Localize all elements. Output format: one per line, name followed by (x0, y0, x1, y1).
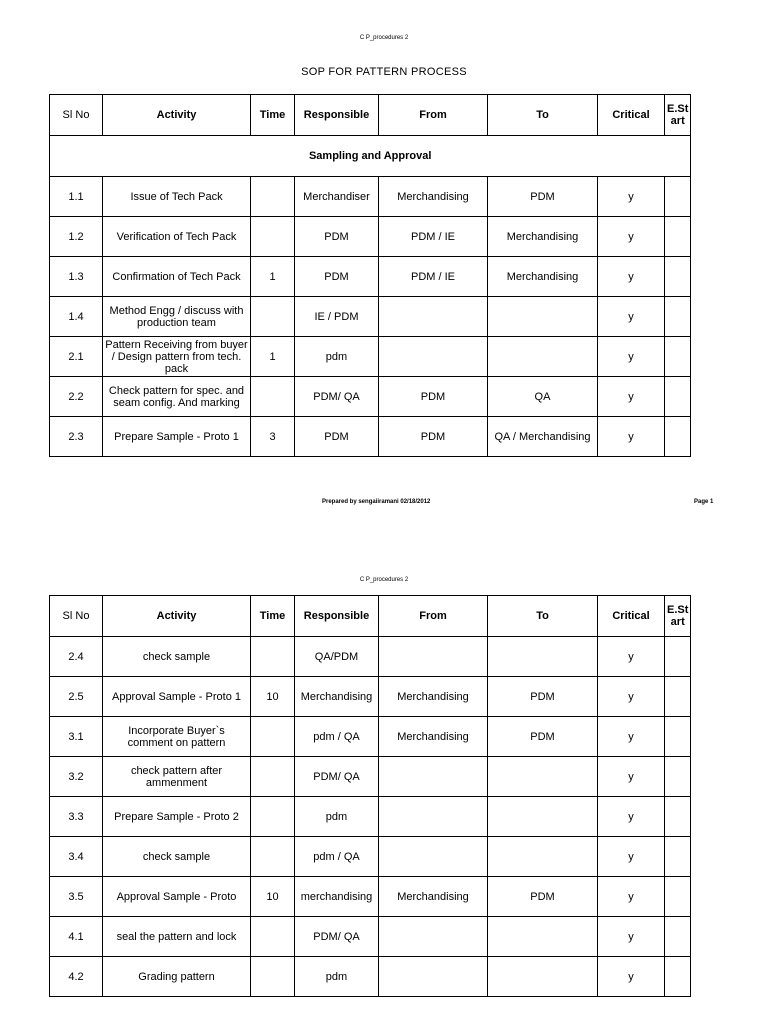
table-row (50, 837, 691, 877)
cell-activity: Approval Sample - Proto (103, 877, 251, 917)
cell-activity: Check pattern for spec. and seam config. And marking (103, 377, 251, 417)
cell-time (251, 637, 295, 677)
cell-e-start (665, 677, 691, 717)
table-row (50, 337, 691, 377)
cell-to (488, 797, 598, 837)
file-label-page1: C P_procedures 2 (359, 35, 409, 41)
header-e-start: E.St art (665, 95, 691, 136)
header-sl-no: Sl No (50, 596, 103, 637)
cell-e-start (665, 257, 691, 297)
cell-from (379, 797, 488, 837)
section-row (50, 136, 691, 177)
cell-sl-no: 2.4 (50, 637, 103, 677)
cell-from (379, 337, 488, 377)
cell-e-start (665, 177, 691, 217)
cell-responsible: PDM (295, 257, 379, 297)
cell-time: 10 (251, 677, 295, 717)
cell-sl-no: 2.5 (50, 677, 103, 717)
cell-activity: Incorporate Buyer`s comment on pattern (103, 717, 251, 757)
cell-responsible: PDM (295, 417, 379, 457)
cell-critical: y (598, 757, 665, 797)
cell-critical: y (598, 417, 665, 457)
cell-responsible: pdm (295, 797, 379, 837)
cell-critical: y (598, 377, 665, 417)
cell-to: QA / Merchandising (488, 417, 598, 457)
header-sl-no: Sl No (50, 95, 103, 136)
table-row (50, 757, 691, 797)
cell-from (379, 637, 488, 677)
cell-to (488, 957, 598, 997)
cell-from: Merchandising (379, 717, 488, 757)
cell-responsible: IE / PDM (295, 297, 379, 337)
cell-time: 10 (251, 877, 295, 917)
cell-responsible: PDM (295, 217, 379, 257)
table-row (50, 217, 691, 257)
cell-responsible: PDM/ QA (295, 917, 379, 957)
cell-activity: Confirmation of Tech Pack (103, 257, 251, 297)
cell-time (251, 377, 295, 417)
cell-responsible: merchandising (295, 877, 379, 917)
table-row (50, 377, 691, 417)
cell-critical: y (598, 177, 665, 217)
table-row (50, 297, 691, 337)
section-title: Sampling and Approval (50, 136, 691, 177)
cell-to (488, 917, 598, 957)
cell-activity: Approval Sample - Proto 1 (103, 677, 251, 717)
table-row (50, 877, 691, 917)
cell-responsible: PDM/ QA (295, 757, 379, 797)
cell-sl-no: 2.1 (50, 337, 103, 377)
header-activity: Activity (103, 95, 251, 136)
cell-activity: check pattern after ammenment (103, 757, 251, 797)
table-row (50, 797, 691, 837)
cell-responsible: QA/PDM (295, 637, 379, 677)
cell-e-start (665, 917, 691, 957)
cell-critical: y (598, 717, 665, 757)
cell-time: 1 (251, 337, 295, 377)
cell-critical: y (598, 217, 665, 257)
cell-responsible: pdm (295, 337, 379, 377)
header-critical: Critical (598, 596, 665, 637)
cell-from: PDM (379, 377, 488, 417)
cell-critical: y (598, 257, 665, 297)
cell-critical: y (598, 637, 665, 677)
cell-e-start (665, 837, 691, 877)
cell-e-start (665, 797, 691, 837)
cell-sl-no: 1.1 (50, 177, 103, 217)
cell-activity: check sample (103, 637, 251, 677)
header-time: Time (251, 95, 295, 136)
table-row (50, 917, 691, 957)
table-row (50, 717, 691, 757)
cell-sl-no: 4.2 (50, 957, 103, 997)
cell-to: QA (488, 377, 598, 417)
cell-to: Merchandising (488, 217, 598, 257)
table-row (50, 417, 691, 457)
cell-e-start (665, 297, 691, 337)
footer-prepared-by: Prepared by sengaiiramani 02/18/2012 (322, 499, 431, 505)
cell-sl-no: 2.3 (50, 417, 103, 457)
header-critical: Critical (598, 95, 665, 136)
table-header-row (50, 95, 691, 136)
header-activity: Activity (103, 596, 251, 637)
cell-sl-no: 1.2 (50, 217, 103, 257)
cell-e-start (665, 637, 691, 677)
cell-activity: Verification of Tech Pack (103, 217, 251, 257)
table-row (50, 177, 691, 217)
cell-e-start (665, 757, 691, 797)
cell-sl-no: 3.3 (50, 797, 103, 837)
cell-e-start (665, 717, 691, 757)
header-from: From (379, 596, 488, 637)
cell-activity: Prepare Sample - Proto 1 (103, 417, 251, 457)
cell-critical: y (598, 297, 665, 337)
cell-e-start (665, 877, 691, 917)
cell-to (488, 837, 598, 877)
cell-to: PDM (488, 177, 598, 217)
cell-from: PDM / IE (379, 217, 488, 257)
cell-critical: y (598, 797, 665, 837)
cell-critical: y (598, 677, 665, 717)
cell-time (251, 757, 295, 797)
cell-from (379, 297, 488, 337)
cell-from: Merchandising (379, 877, 488, 917)
cell-sl-no: 2.2 (50, 377, 103, 417)
cell-to (488, 757, 598, 797)
sop-table-page1 (49, 94, 691, 457)
cell-critical: y (598, 837, 665, 877)
document-title: SOP FOR PATTERN PROCESS (301, 66, 467, 78)
cell-time (251, 297, 295, 337)
table-header-row (50, 596, 691, 637)
cell-activity: check sample (103, 837, 251, 877)
header-to: To (488, 95, 598, 136)
cell-responsible: pdm (295, 957, 379, 997)
cell-time (251, 957, 295, 997)
header-from: From (379, 95, 488, 136)
cell-responsible: pdm / QA (295, 717, 379, 757)
cell-to (488, 637, 598, 677)
cell-from: PDM (379, 417, 488, 457)
cell-responsible: Merchandiser (295, 177, 379, 217)
cell-from (379, 917, 488, 957)
cell-from: PDM / IE (379, 257, 488, 297)
cell-sl-no: 3.4 (50, 837, 103, 877)
table-row (50, 957, 691, 997)
cell-e-start (665, 377, 691, 417)
cell-e-start (665, 417, 691, 457)
table-row (50, 637, 691, 677)
sop-table-page2 (49, 595, 691, 997)
header-responsible: Responsible (295, 95, 379, 136)
cell-from (379, 957, 488, 997)
table-row (50, 677, 691, 717)
cell-time (251, 177, 295, 217)
cell-sl-no: 1.3 (50, 257, 103, 297)
header-time: Time (251, 596, 295, 637)
file-label-page2: C P_procedures 2 (359, 577, 409, 583)
cell-time: 1 (251, 257, 295, 297)
header-responsible: Responsible (295, 596, 379, 637)
footer-page-number: Page 1 (694, 499, 714, 505)
cell-sl-no: 3.5 (50, 877, 103, 917)
header-e-start: E.St art (665, 596, 691, 637)
cell-time (251, 217, 295, 257)
cell-critical: y (598, 337, 665, 377)
header-to: To (488, 596, 598, 637)
cell-e-start (665, 957, 691, 997)
cell-to: PDM (488, 877, 598, 917)
cell-time (251, 797, 295, 837)
cell-sl-no: 3.1 (50, 717, 103, 757)
cell-from (379, 837, 488, 877)
cell-critical: y (598, 917, 665, 957)
cell-e-start (665, 217, 691, 257)
cell-responsible: Merchandising (295, 677, 379, 717)
cell-from: Merchandising (379, 677, 488, 717)
cell-sl-no: 1.4 (50, 297, 103, 337)
cell-to: Merchandising (488, 257, 598, 297)
cell-to: PDM (488, 677, 598, 717)
cell-activity: Grading pattern (103, 957, 251, 997)
cell-activity: Pattern Receiving from buyer / Design pattern from tech. pack (103, 337, 251, 377)
cell-time (251, 837, 295, 877)
cell-sl-no: 3.2 (50, 757, 103, 797)
table-row (50, 257, 691, 297)
cell-activity: Prepare Sample - Proto 2 (103, 797, 251, 837)
cell-to (488, 297, 598, 337)
cell-responsible: PDM/ QA (295, 377, 379, 417)
cell-sl-no: 4.1 (50, 917, 103, 957)
cell-from (379, 757, 488, 797)
cell-critical: y (598, 957, 665, 997)
cell-activity: seal the pattern and lock (103, 917, 251, 957)
cell-time (251, 717, 295, 757)
cell-to: PDM (488, 717, 598, 757)
cell-to (488, 337, 598, 377)
cell-time (251, 917, 295, 957)
cell-responsible: pdm / QA (295, 837, 379, 877)
cell-activity: Issue of Tech Pack (103, 177, 251, 217)
cell-critical: y (598, 877, 665, 917)
cell-e-start (665, 337, 691, 377)
cell-from: Merchandising (379, 177, 488, 217)
cell-time: 3 (251, 417, 295, 457)
cell-activity: Method Engg / discuss with production team (103, 297, 251, 337)
